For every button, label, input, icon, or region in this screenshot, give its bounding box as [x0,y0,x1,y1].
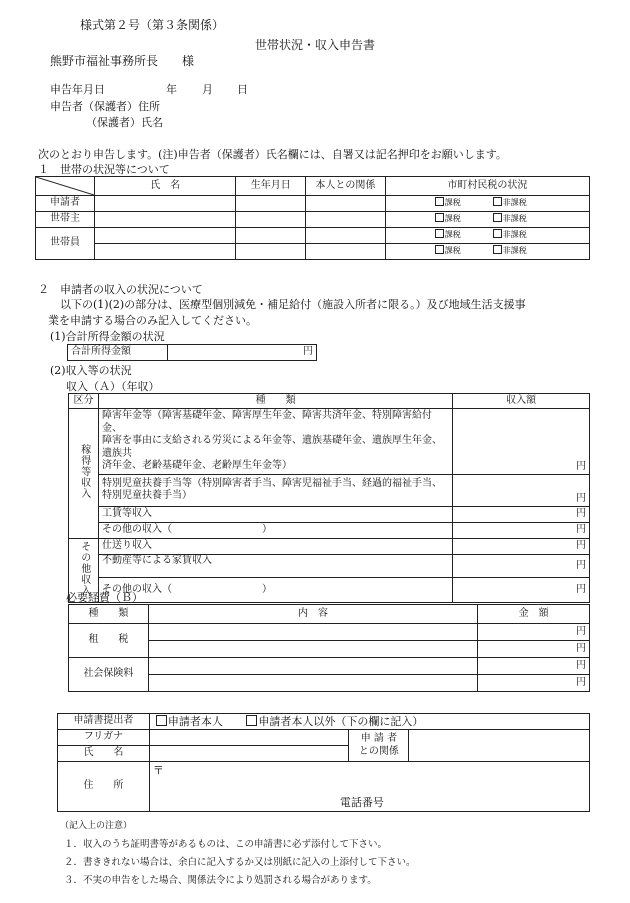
submitter-other-label: 申請者本人以外（下の欄に記入） [258,714,424,728]
income-table [68,393,590,603]
expenses-table [68,604,590,692]
submitter-options [149,714,589,730]
submitter-self-label: 申請者本人 [167,714,223,728]
head-name-cell[interactable] [95,212,236,228]
insurance-content-1[interactable] [148,658,477,675]
income-heading: 収入（Ａ）（年収） [66,380,160,393]
remittance-type-cell: 仕送り収入 [98,538,452,555]
applicant-birthdate-cell[interactable] [236,196,306,212]
head-relation-cell[interactable] [306,212,386,228]
table-row [36,244,590,260]
remittance-amount[interactable]: 円 [453,538,590,555]
relation-label-line2: との関係 [358,745,399,757]
income-header-type: 種 類 [98,394,452,409]
row-label-head: 世帯主 [36,212,95,228]
date-day-label: 日 [237,83,248,96]
sub2-heading: (2)収入等の状況 [50,364,132,377]
address-field[interactable] [149,762,589,812]
table-row [69,474,590,506]
non-tax-checkbox[interactable] [493,213,502,222]
section1-heading: １ 世帯の状況等について [38,163,170,176]
notes-heading: （記入上の注意） [60,821,133,831]
household-table [35,176,590,260]
table-row [69,658,590,675]
expense-header-type: 種 類 [69,605,149,624]
expense-header-content: 内 容 [148,605,477,624]
expense-header-amount: 金 額 [478,605,590,624]
header-birthdate: 生年月日 [236,177,306,196]
other-income2-type-cell: その他の収入（ ） [98,578,452,603]
group-earned-label: 稼得等収入 [78,443,90,499]
table-row [36,212,590,228]
phone-label: 電話番号 [339,796,384,809]
address-label: 住 所 [58,762,150,812]
tax-checkbox[interactable] [435,229,444,238]
head-tax-cell: 課税 非課税 [385,212,589,228]
member1-relation-cell[interactable] [306,228,386,244]
tax-amount-2[interactable]: 円 [478,641,590,658]
relation-label-line1: 申 請 者 [360,733,398,744]
total-income-value[interactable]: 円 [167,345,316,361]
applicant-name-cell[interactable] [95,196,236,212]
submitter-label: 申請書提出者 [58,714,150,730]
rent-amount[interactable]: 円 [453,555,590,578]
section2-heading: ２ 申請者の収入の状況について [38,283,203,296]
submitter-self-checkbox[interactable] [156,715,167,726]
declarant-address-label: 申告者（保護者）住所 [50,100,160,113]
applicant-tax-cell: 課税 非課税 [385,196,589,212]
tax-label: 租 税 [69,624,149,658]
other-income1-type-cell: その他の収入（ ） [98,522,452,538]
non-tax-checkbox[interactable] [493,197,502,206]
note-item: １．収入のうち証明書等があるものは、この申請書に必ず添付して下さい。 [64,839,388,850]
declaration-date-label: 申告年月日 [50,83,105,96]
header-name: 氏 名 [95,177,236,196]
member2-name-cell[interactable] [95,244,236,260]
tax-checkbox[interactable] [435,197,444,206]
income-header-amount: 収入額 [453,394,590,409]
table-row [69,409,590,475]
header-relation: 本人との関係 [306,177,386,196]
income-header-category: 区分 [69,394,99,409]
rent-type-cell: 不動産等による家賃収入 [98,555,452,578]
diagonal-cell [36,177,95,196]
other-income2-amount[interactable]: 円 [453,578,590,603]
member1-name-cell[interactable] [95,228,236,244]
table-row [36,228,590,244]
date-month-label: 月 [202,83,213,96]
table-row [69,624,590,641]
addressee: 熊野市福祉事務所長 様 [50,54,195,68]
allowance-type-cell: 特別児童扶養手当等（特別障害者手当、障害児福祉手当、経過的福祉手当、 特別児童扶養手当） [98,474,452,506]
table-row [69,578,590,603]
wage-amount[interactable]: 円 [453,506,590,522]
insurance-amount-1[interactable]: 円 [478,658,590,675]
page-title: 世帯状況・収入申告書 [255,38,376,52]
head-birthdate-cell[interactable] [236,212,306,228]
applicant-relation-cell[interactable] [306,196,386,212]
header-tax-status: 市町村民税の状況 [385,177,589,196]
other-income1-amount[interactable]: 円 [453,522,590,538]
group-other-label: その他収入 [78,540,90,596]
tax-content-1[interactable] [148,624,477,641]
tax-checkbox[interactable] [435,245,444,254]
expenses-heading: 必要経費（Ｂ） [66,591,143,604]
section2-desc-line1: 以下の(1)(2)の部分は、医療型個別減免・補足給付（施設入所者に限る。）及び地域生活支援事 [60,298,526,311]
tax-checkbox[interactable] [435,213,444,222]
relation-field[interactable] [409,730,590,762]
note-item: ２．書ききれない場合は、余白に記入するか又は別紙に記入の上添付して下さい。 [64,857,416,868]
form-number: 様式第２号（第３条関係） [80,18,225,32]
insurance-content-2[interactable] [148,675,477,692]
tax-content-2[interactable] [148,641,477,658]
declarant-name-label: （保護者）氏名 [86,116,163,129]
allowance-amount[interactable]: 円 [453,474,590,506]
row-label-applicant: 申請者 [36,196,95,212]
member1-birthdate-cell[interactable] [236,228,306,244]
non-tax-checkbox[interactable] [493,229,502,238]
intro-text: 次のとおり申告します。(注)申告者（保護者）氏名欄には、自署又は記名押印をお願いします。 [38,148,507,161]
member2-birthdate-cell[interactable] [236,244,306,260]
furigana-label: フリガナ [58,730,150,746]
section2-desc-line2: 業を申請する場合のみ記入してください。 [48,314,257,327]
pension-type-cell: 障害年金等（障害基礎年金、障害厚生年金、障害共済年金、特別障害給付金、 障害を事由に支給される労災による年金等、遺族基礎年金、遺族厚生年金、遺族共 済年金、老齢基礎年金、老齢厚生年金等） [98,409,452,475]
row-label-member: 世帯員 [36,228,95,260]
member2-tax-cell: 課税 非課税 [385,244,589,260]
pension-amount[interactable]: 円 [453,409,590,475]
wage-type-cell: 工賃等収入 [98,506,452,522]
sub1-heading: (1)合計所得金額の状況 [50,330,165,343]
insurance-amount-2[interactable]: 円 [478,675,590,692]
table-row [69,506,590,522]
postal-mark: 〒 [152,764,164,777]
member2-relation-cell[interactable] [306,244,386,260]
date-year-label: 年 [166,83,177,96]
member1-tax-cell: 課税 非課税 [385,228,589,244]
total-income-table [67,344,317,361]
table-row [69,522,590,538]
note-item: ３．不実の申告をした場合、関係法令により処罰される場合があります。 [64,875,377,886]
table-row [69,555,590,578]
submitter-table [57,713,590,812]
non-tax-checkbox[interactable] [493,245,502,254]
insurance-label: 社会保険料 [69,658,149,692]
name-field[interactable] [149,746,349,762]
submitter-other-checkbox[interactable] [246,715,257,726]
tax-amount-1[interactable]: 円 [478,624,590,641]
name-label: 氏 名 [58,746,150,762]
furigana-field[interactable] [149,730,349,746]
total-income-label: 合計所得金額 [68,345,168,361]
table-row [69,538,590,555]
table-row [36,196,590,212]
